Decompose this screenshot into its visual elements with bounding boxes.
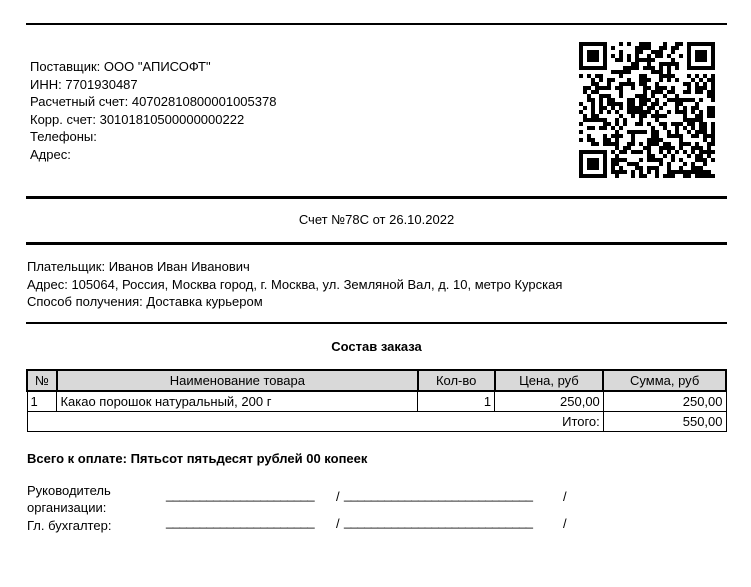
- row-qty: 1: [418, 391, 495, 412]
- director-label-2: организации:: [27, 500, 107, 515]
- director-slash-2: /: [563, 489, 567, 504]
- order-title: Состав заказа: [331, 339, 422, 354]
- top-rule: [26, 23, 727, 25]
- qr-code-icon: [579, 42, 715, 178]
- supplier-details: [30, 58, 276, 163]
- supplier-corr-account: Корр. счет: 30101810500000000222: [30, 111, 245, 127]
- supplier-inn: ИНН: 7701930487: [30, 76, 138, 92]
- row-name: Какао порошок натуральный, 200 г: [57, 391, 418, 412]
- table-header-row: [27, 370, 726, 391]
- director-slash-1: /: [336, 489, 340, 504]
- table-row: [27, 391, 726, 412]
- amount-due: Всего к оплате: Пятьсот пятьдесят рублей 00 копеек: [27, 451, 368, 466]
- accountant-label: Гл. бухгалтер:: [27, 518, 112, 533]
- supplier-name: Поставщик: ООО "АПИСОФТ": [30, 59, 211, 74]
- total-row: [27, 412, 726, 432]
- director-label-1: Руководитель: [27, 483, 111, 498]
- supplier-phones: Телефоны:: [30, 129, 97, 144]
- col-header-name: Наименование товара: [57, 370, 418, 391]
- col-header-num: №: [27, 370, 57, 391]
- total-value: 550,00: [603, 412, 726, 432]
- col-header-price: Цена, руб: [495, 370, 604, 391]
- director-name-blank: ____________________________: [344, 487, 533, 502]
- payer-details: [27, 258, 562, 311]
- payer-name: Плательщик: Иванов Иван Иванович: [27, 259, 250, 274]
- row-num: 1: [27, 391, 57, 412]
- accountant-signature-blank: ______________________: [166, 514, 315, 529]
- payer-delivery: Способ получения: Доставка курьером: [27, 294, 263, 309]
- accountant-slash-2: /: [563, 516, 567, 531]
- supplier-address: Адрес:: [30, 146, 71, 162]
- col-header-sum: Сумма, руб: [603, 370, 726, 391]
- director-signature-blank: ______________________: [166, 487, 315, 502]
- col-header-qty: Кол-во: [418, 370, 495, 391]
- order-table: [26, 369, 727, 432]
- accountant-slash-1: /: [336, 516, 340, 531]
- supplier-bottom-rule: [26, 196, 727, 199]
- payer-bottom-rule: [26, 322, 727, 324]
- row-sum: 250,00: [603, 391, 726, 412]
- row-price: 250,00: [495, 391, 604, 412]
- supplier-account: Расчетный счет: 40702810800001005378: [30, 94, 277, 109]
- invoice-title: Счет №78С от 26.10.2022: [298, 212, 455, 227]
- payer-address: Адрес: 105064, Россия, Москва город, г. Москва, ул. Земляной Вал, д. 10, метро Курская: [27, 276, 563, 292]
- total-label: Итого:: [27, 412, 603, 432]
- title-bottom-rule: [26, 242, 727, 245]
- accountant-name-blank: ____________________________: [344, 514, 533, 529]
